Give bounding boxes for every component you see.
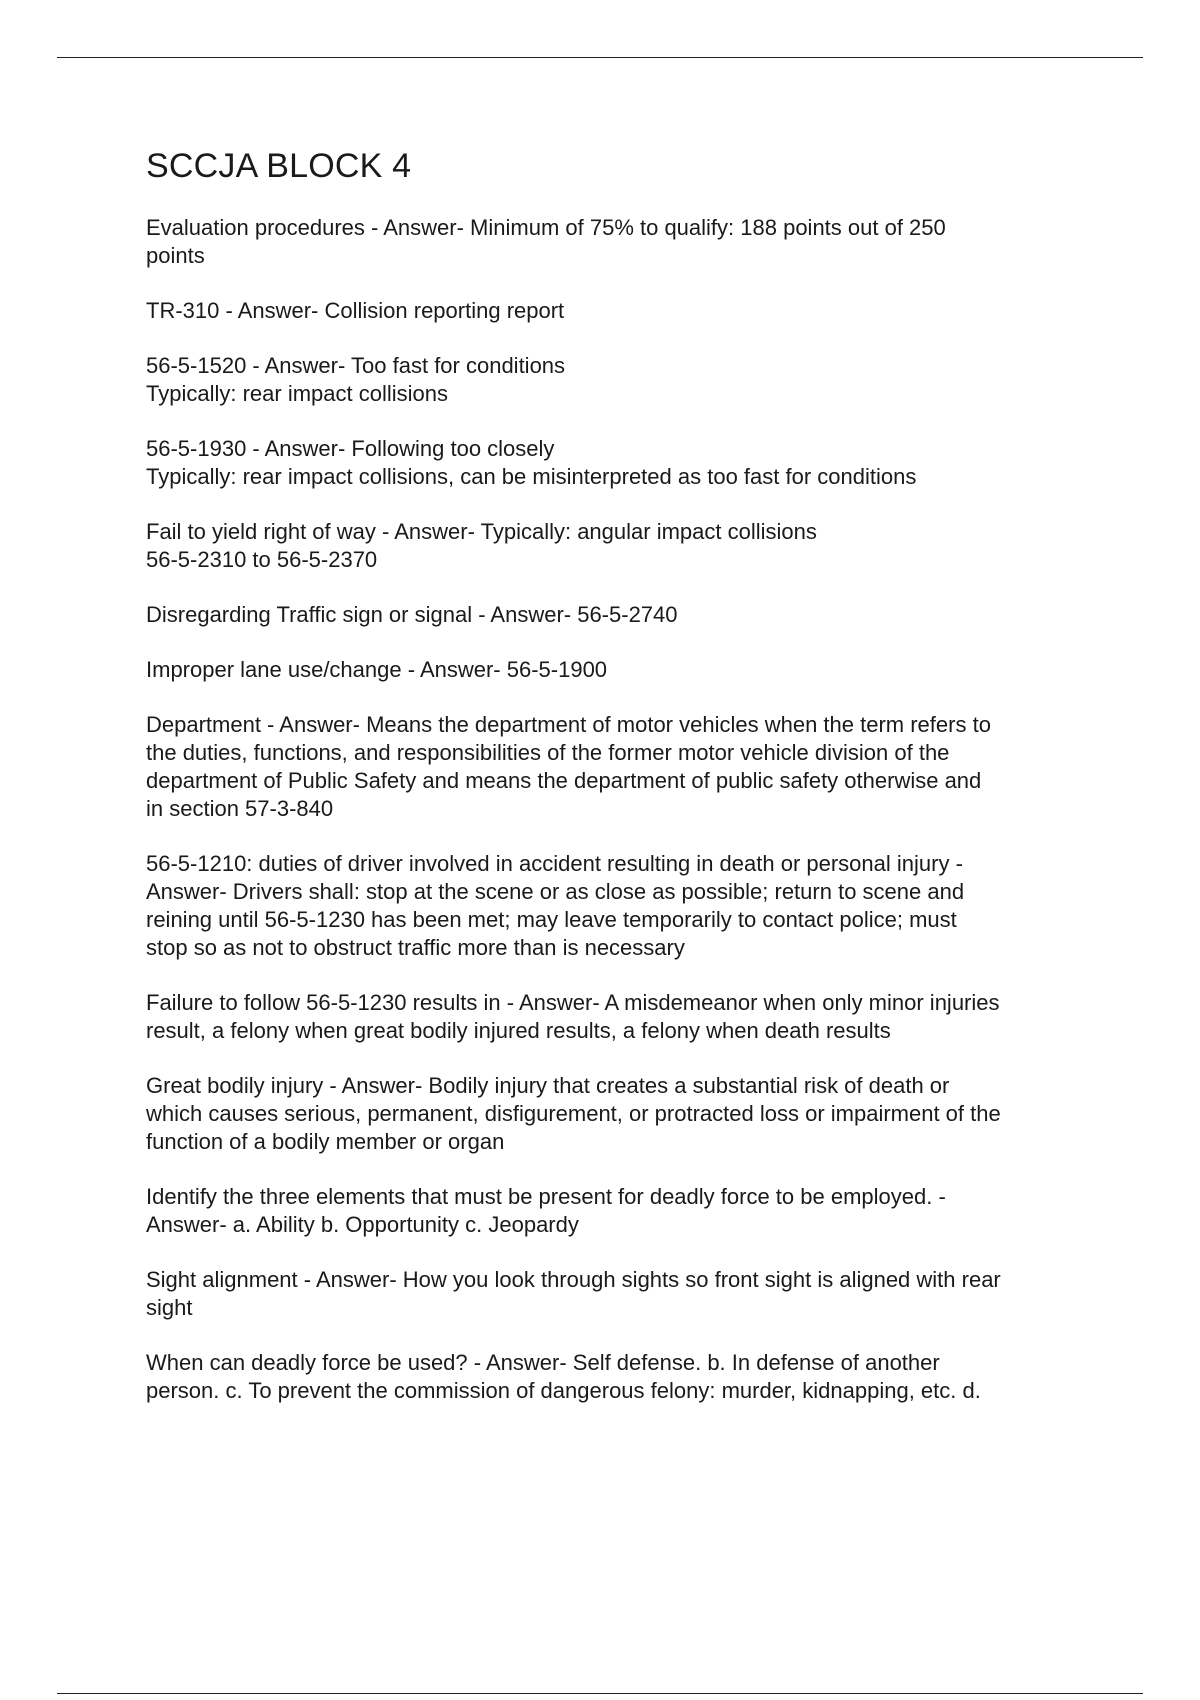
entry-deadly-force-use: When can deadly force be used? - Answer- Self defense. b. In defense of another person. c. To prevent the commission of dangerous felony: murder, kidnapping, etc. d.: [146, 1350, 981, 1403]
entry-fail-to-yield: Fail to yield right of way - Answer- Typically: angular impact collisions 56-5-2310 to 56-5-2370: [146, 519, 817, 572]
entry-56-5-1520: 56-5-1520 - Answer- Too fast for conditions Typically: rear impact collisions: [146, 353, 566, 406]
entry-disregarding-traffic-sign: Disregarding Traffic sign or signal - Answer- 56-5-2740: [146, 602, 678, 627]
entry-56-5-1930: 56-5-1930 - Answer- Following too closely Typically: rear impact collisions, can be misinterpreted as too fast for conditions: [146, 436, 917, 489]
entry-great-bodily-injury: Great bodily injury - Answer- Bodily injury that creates a substantial risk of death or which causes serious, permanent, disfigurement, or protracted loss or impairment of the function of a bodily member or organ: [146, 1073, 1001, 1154]
entry-deadly-force-elements: Identify the three elements that must be present for deadly force to be employed. - Answer- a. Ability b. Opportunity c. Jeopardy: [146, 1184, 946, 1237]
document-body: [146, 144, 1096, 1432]
entry-evaluation-procedures: Evaluation procedures - Answer- Minimum of 75% to qualify: 188 points out of 250 points: [146, 215, 946, 268]
page-title: SCCJA BLOCK 4: [146, 147, 412, 185]
entry-56-5-1210: 56-5-1210: duties of driver involved in accident resulting in death or personal injury - Answer- Drivers shall: stop at the scene or as close as possible; return to scene and reining until 56-5-1230 has been met; may leave temporarily to contact police; must stop so as not to obstruct traffic more than is necessary: [146, 851, 965, 960]
entry-department: Department - Answer- Means the department of motor vehicles when the term refers to the duties, functions, and responsibilities of the former motor vehicle division of the department of Public Safety and means the department of public safety otherwise and in section 57-3-840: [146, 712, 991, 821]
bottom-rule: [57, 1693, 1143, 1694]
entry-sight-alignment: Sight alignment - Answer- How you look through sights so front sight is aligned with rear sight: [146, 1267, 1001, 1320]
top-rule: [57, 57, 1143, 58]
entry-failure-to-follow: Failure to follow 56-5-1230 results in - Answer- A misdemeanor when only minor injuries result, a felony when great bodily injured results, a felony when death results: [146, 990, 1000, 1043]
entry-tr-310: TR-310 - Answer- Collision reporting report: [146, 298, 565, 323]
entry-improper-lane-use: Improper lane use/change - Answer- 56-5-1900: [146, 657, 608, 682]
